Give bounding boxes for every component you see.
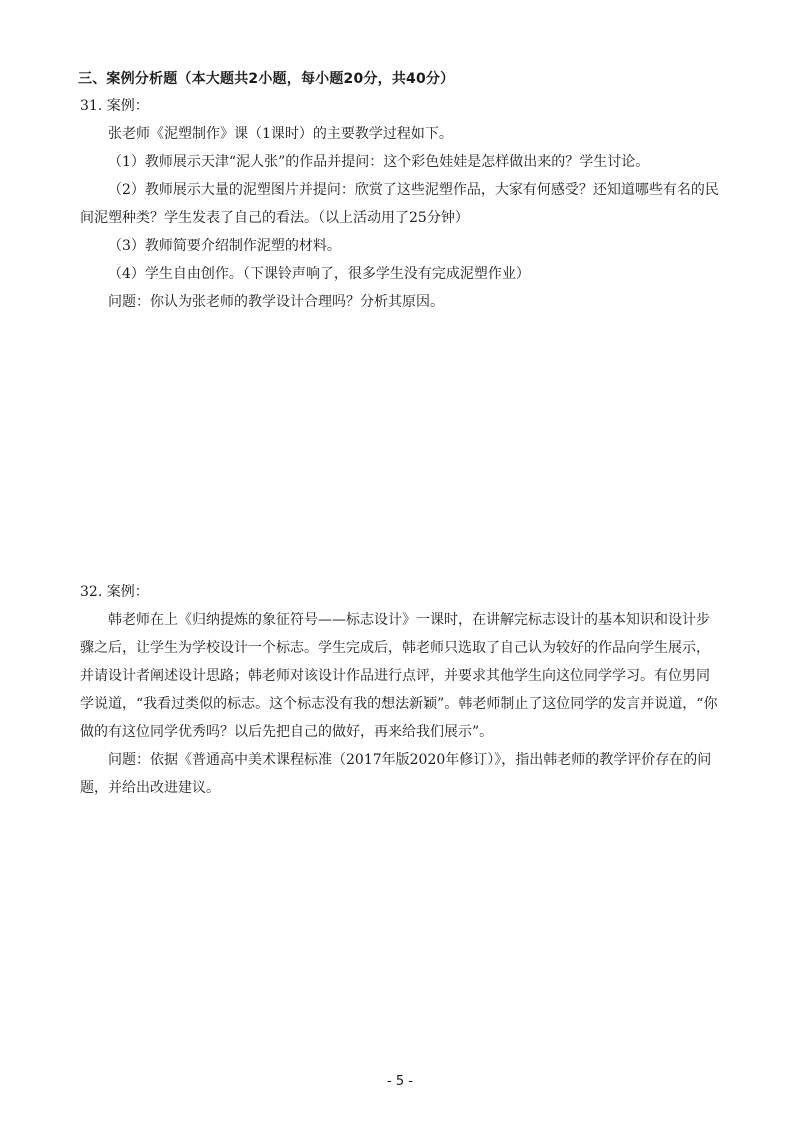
section-title: 三、案例分析题（本大题共2小题，每小题20分，共40分） (78, 71, 455, 87)
question-32 (80, 578, 720, 802)
question-31-step-4: （4）学生自由创作。（下课铃声响了，很多学生没有完成泥塑作业） (108, 266, 530, 282)
question-31-step-2: （2）教师展示大量的泥塑图片并提问：欣赏了这些泥塑作品，大家有何感受？还知道哪些有名的民间泥塑种类？学生发表了自己的看法。（以上活动用了25分钟） (80, 182, 719, 226)
question-31 (80, 92, 720, 316)
question-31-step-1: （1）教师展示天津“泥人张”的作品并提问：这个彩色娃娃是怎样做出来的？学生讨论。 (108, 154, 650, 170)
question-31-intro: 张老师《泥塑制作》课（1课时）的主要教学过程如下。 (108, 126, 453, 142)
question-32-question: 问题：依据《普通高中美术课程标准（2017年版2020年修订）》，指出韩老师的教学评价存在的问题，并给出改进建议。 (80, 752, 712, 796)
question-32-case: 韩老师在上《归纳提炼的象征符号——标志设计》一课时，在讲解完标志设计的基本知识和设计步骤之后，让学生为学校设计一个标志。学生完成后，韩老师只选取了自己认为较好的作品向学生展示，并请设计者阐述设计思路；韩老师对该设计作品进行点评，并要求其他学生向这位同学学习。有位男同学说道，“我看过类似的标志。这个标志没有我的想法新颖”。韩老师制止了这位同学的发言并说道，“你做的有这位同学优秀吗？以后先把自己的做好，再来给我们展示”。 (80, 612, 718, 740)
question-31-number: 31. 案例： (80, 98, 149, 114)
question-31-question: 问题：你认为张老师的教学设计合理吗？分析其原因。 (108, 294, 444, 310)
question-31-step-3: （3）教师简要介绍制作泥塑的材料。 (108, 238, 341, 254)
question-32-number: 32. 案例： (80, 584, 149, 600)
page-number: - 5 - (387, 1074, 413, 1089)
